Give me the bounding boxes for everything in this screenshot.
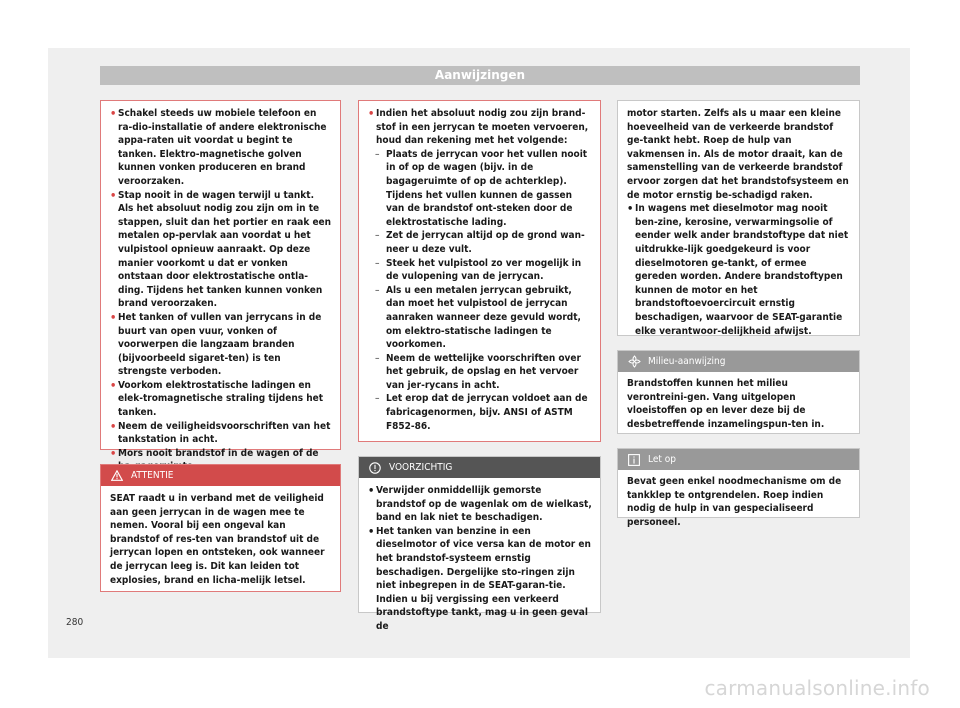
warning-triangle-icon bbox=[111, 470, 131, 481]
caution-content bbox=[359, 478, 600, 640]
dash-item: – Let erop dat de jerrycan voldoet aan de fabricagenormen, bijv. ANSI of ASTM F852-86. bbox=[375, 393, 588, 432]
list-item: • Verwijder onmiddellijk gemorste brandstof op de wagenlak om de wielkast, band en lak niet te beschadigen. bbox=[368, 484, 592, 524]
warning-bullets-box bbox=[100, 100, 341, 460]
caution-box bbox=[358, 456, 601, 632]
attention-title: ATTENTIE bbox=[131, 470, 174, 481]
list-item: • Het tanken van benzine in een dieselmotor of vice versa kan de motor en het brandstof-systeem ernstig beschadigen. Dergelijke sto-ringen zijn niet inbegrepen in de SEAT-garan-tie. Indien u bij vergissing een verkeerd brandstoftype tankt, mag u in geen geval de bbox=[368, 524, 591, 632]
dash-item: – Steek het vulpistool zo ver mogelijk in de vulopening van de jerrycan. bbox=[375, 257, 582, 283]
environment-header bbox=[618, 351, 859, 372]
dash-item: – Plaats de jerrycan voor het vullen nooit in of op de wagen (bijv. in de bagageruimte of op de achterklep). Tijdens het vullen kunnen de gassen van de brandstof ont-steken door de elektrostatische lading. bbox=[375, 148, 588, 228]
note-header bbox=[618, 449, 859, 470]
continued-text: motor starten. Zelfs als u maar een kleine hoeveelheid van de verkeerde brandstof ge-tankt hebt. Roep de hulp van vakmensen in. Als de motor draait, kan de samenstelling van de verkeerde brandstof ervoor zorgen dat het brandstofsysteem en de motor ernstig be-schadigd raken. bbox=[627, 108, 849, 201]
warning-bullets bbox=[101, 101, 340, 480]
note-box bbox=[617, 448, 860, 528]
caution-continued-content bbox=[618, 101, 859, 344]
list-item: • Indien het absoluut nodig zou zijn brand-stof in een jerrycan te moeten vervoeren, houd dan rekening met het volgende: bbox=[368, 107, 589, 147]
list-item: • Voorkom elektrostatische ladingen en elek-tromagnetische straling tijdens het tanken. bbox=[110, 378, 324, 419]
environment-text: Brandstoffen kunnen het milieu verontreini-gen. Vang uitgelopen vloeistoffen op en lever deze bij de desbetreffende inzamelingspun-ten in. bbox=[627, 378, 825, 430]
attention-text: SEAT raadt u in verband met de veiligheid aan geen jerrycan in de wagen mee te nemen. Vooral bij een ongeval kan brandstof of res-ten van brandstof uit de jerrycan lopen en ontsteken, ook wanneer de jerrycan leeg is. Dit kan leiden tot explosies, brand en licha-melijk letsel. bbox=[110, 493, 325, 586]
list-item: • Neem de veiligheidsvoorschriften van het tankstation in acht. bbox=[110, 419, 331, 446]
list-item: • Schakel steeds uw mobiele telefoon en ra-dio-installatie of andere elektronische appa-raten uit voordat u begint te tanken. Elektro-magnetische golven kunnen vonken produceren en brand veroorzaken. bbox=[110, 107, 327, 187]
dash-item: – Neem de wettelijke voorschriften over het gebruik, de opslag en het vervoer van jer-rycans in acht. bbox=[375, 352, 581, 391]
caution-title: VOORZICHTIG bbox=[389, 462, 453, 473]
info-icon bbox=[628, 454, 648, 466]
list-item: • Het tanken of vullen van jerrycans in de buurt van open vuur, vonken of voorwerpen die langzaam branden (bijvoorbeeld sigaret-ten) is ten strengste verboden. bbox=[110, 310, 322, 378]
environment-title: Milieu-aanwijzing bbox=[648, 356, 726, 367]
attention-box bbox=[100, 464, 341, 592]
list-item: • Stap nooit in de wagen terwijl u tankt. Als het absoluut nodig zou zijn om in te stappen, sluit dan het portier en raak een metalen op-pervlak aan voordat u het vulpistool opnieuw aanraakt. Op deze manier voorkomt u dat er vonken ontstaan door elektrostatische ontla-ding. Tijdens het tanken kunnen vonken brand veroorzaken. bbox=[110, 188, 332, 310]
jerrycan-box bbox=[358, 100, 601, 442]
caution-circle-icon bbox=[369, 462, 389, 474]
dash-item: – Als u een metalen jerrycan gebruikt, dan moet het vulpistool de jerrycan aanraken wanneer deze gevuld wordt, om elektro-statische ladingen te voorkomen. bbox=[375, 284, 581, 351]
watermark: carmanualsonline.info bbox=[704, 676, 930, 700]
dash-item: – Zet de jerrycan altijd op de grond wan-neer u deze vult. bbox=[375, 230, 585, 255]
caution-header bbox=[359, 457, 600, 478]
jerrycan-content bbox=[359, 101, 600, 439]
attention-header bbox=[101, 465, 340, 486]
list-item: • In wagens met dieselmotor mag nooit ben-zine, kerosine, verwarmingsolie of eender welk ander brandstoftype dat niet uitdrukke-lijk goedgekeurd is voor dieselmotoren ge-tankt, of ermee gereden worden. Andere brandstoftypen kunnen de motor en het brandstoftoevoercircuit ernstig beschadigen, waarvoor de SEAT-garantie elke verantwoor-delijkheid afwijst. bbox=[627, 202, 849, 337]
note-text: Bevat geen enkel noodmechanisme om de tankklep te ontgrendelen. Roep indien nodig de hulp in van gespecialiseerd personeel. bbox=[627, 476, 842, 528]
environment-box bbox=[617, 350, 860, 434]
note-title: Let op bbox=[648, 454, 676, 465]
page-number: 280 bbox=[66, 617, 84, 628]
list-item: • Mors nooit brandstof in de wagen of de bbox=[110, 446, 319, 460]
leaf-icon bbox=[628, 355, 648, 368]
caution-continued-box bbox=[617, 100, 860, 336]
section-header: Aanwijzingen bbox=[100, 66, 860, 85]
